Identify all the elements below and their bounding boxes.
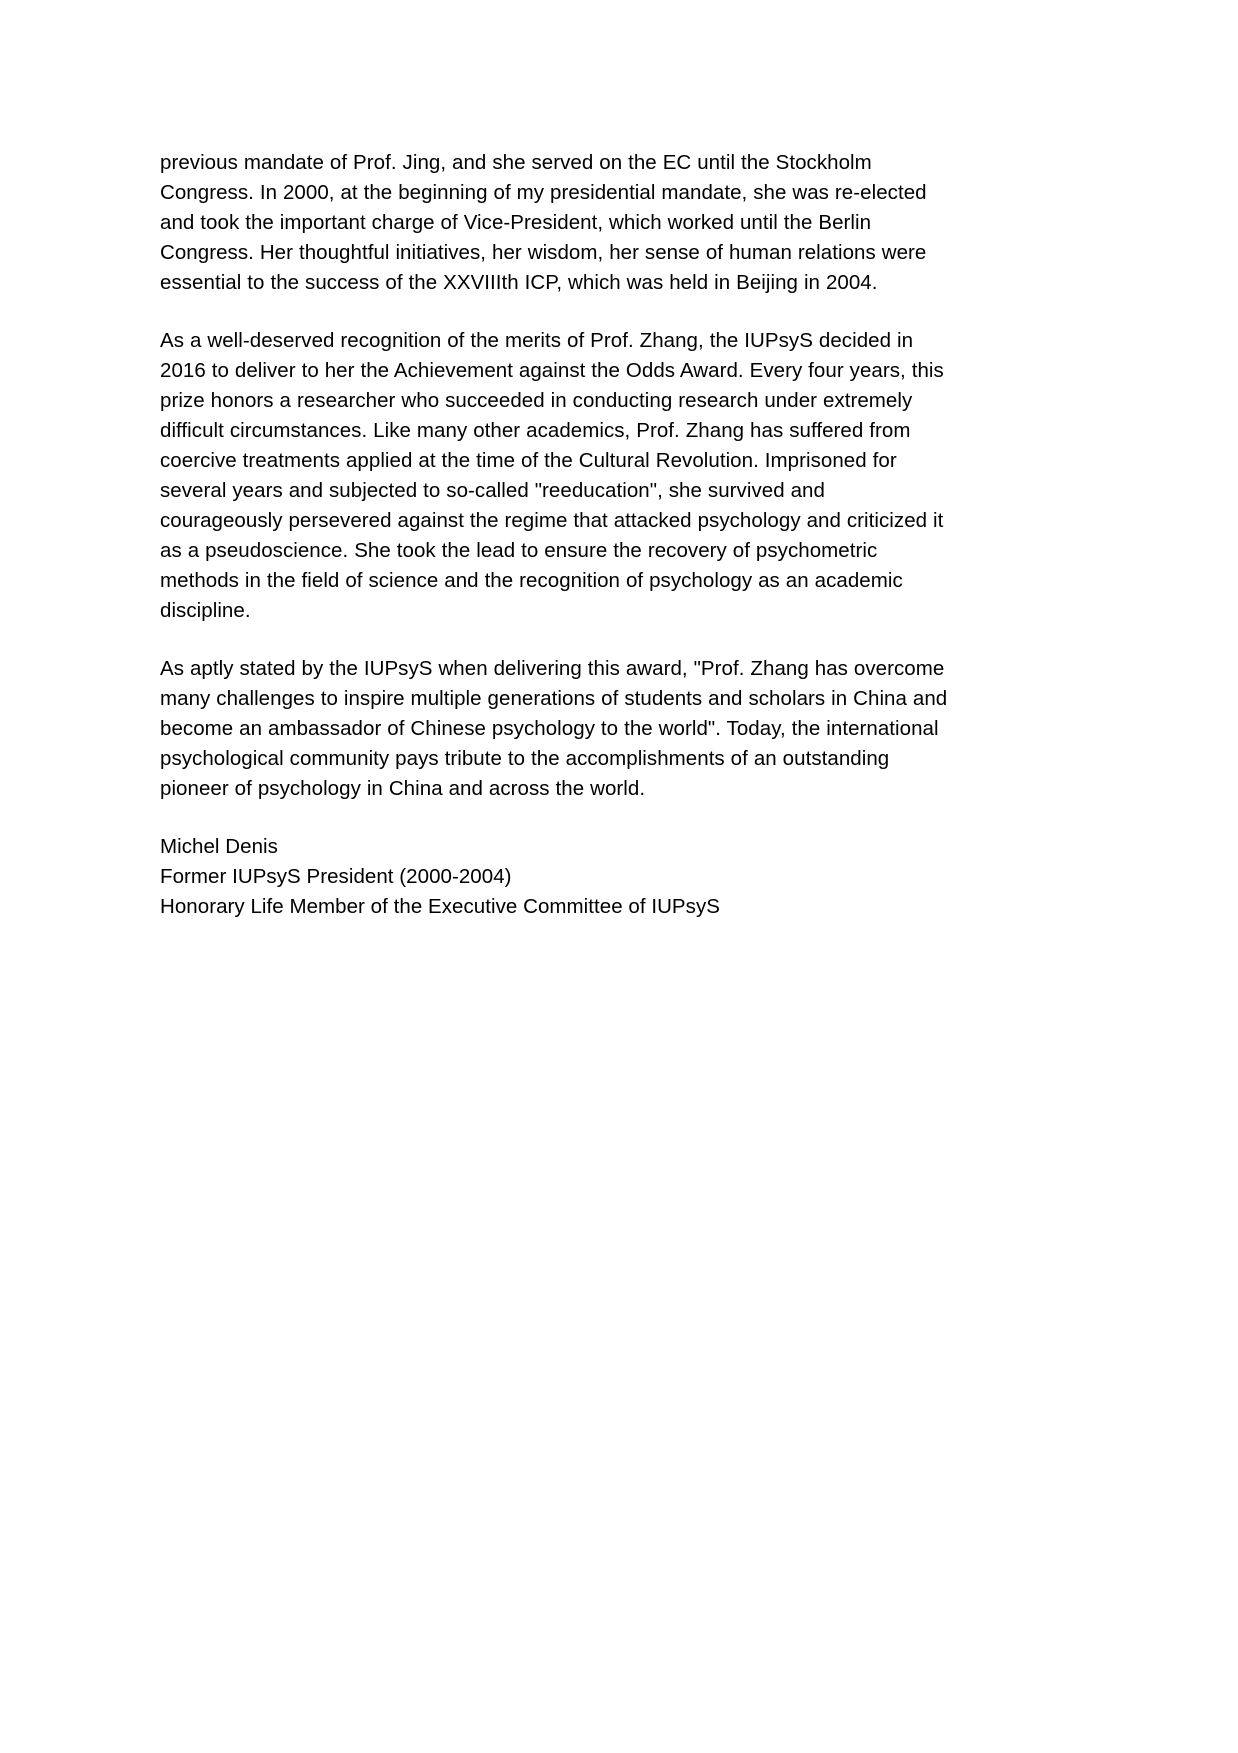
signature-block [160,832,950,922]
signature-affiliation: Honorary Life Member of the Executive Committee of IUPsyS [160,895,720,918]
document-body [160,148,950,922]
paragraph: previous mandate of Prof. Jing, and she served on the EC until the Stockholm Congress. In 2000, at the beginning of my presidential mandate, she was re-elected and took the important charge of Vice-President, which worked until the Berlin Congress. Her thoughtful initiatives, her wisdom, her sense of human relations were essential to the success of the XXVIIIth ICP, which was held in Beijing in 2004. [160,151,927,294]
paragraph: As a well-deserved recognition of the merits of Prof. Zhang, the IUPsyS decided in 2016 to deliver to her the Achievement against the Odds Award. Every four years, this prize honors a researcher who succeeded in conducting research under extremely difficult circumstances. Like many other academics, Prof. Zhang has suffered from coercive treatments applied at the time of the Cultural Revolution. Imprisoned for several years and subjected to so-called "reeducation", she survived and courageously persevered against the regime that attacked psychology and criticized it as a pseudoscience. She took the lead to ensure the recovery of psychometric methods in the field of science and the recognition of psychology as an academic discipline. [160,329,944,622]
signature-name: Michel Denis [160,835,278,858]
signature-role: Former IUPsyS President (2000-2004) [160,865,512,888]
paragraph: As aptly stated by the IUPsyS when delivering this award, "Prof. Zhang has overcome many challenges to inspire multiple generations of students and scholars in China and become an ambassador of Chinese psychology to the world". Today, the international psychological community pays tribute to the accomplishments of an outstanding pioneer of psychology in China and across the world. [160,657,948,800]
